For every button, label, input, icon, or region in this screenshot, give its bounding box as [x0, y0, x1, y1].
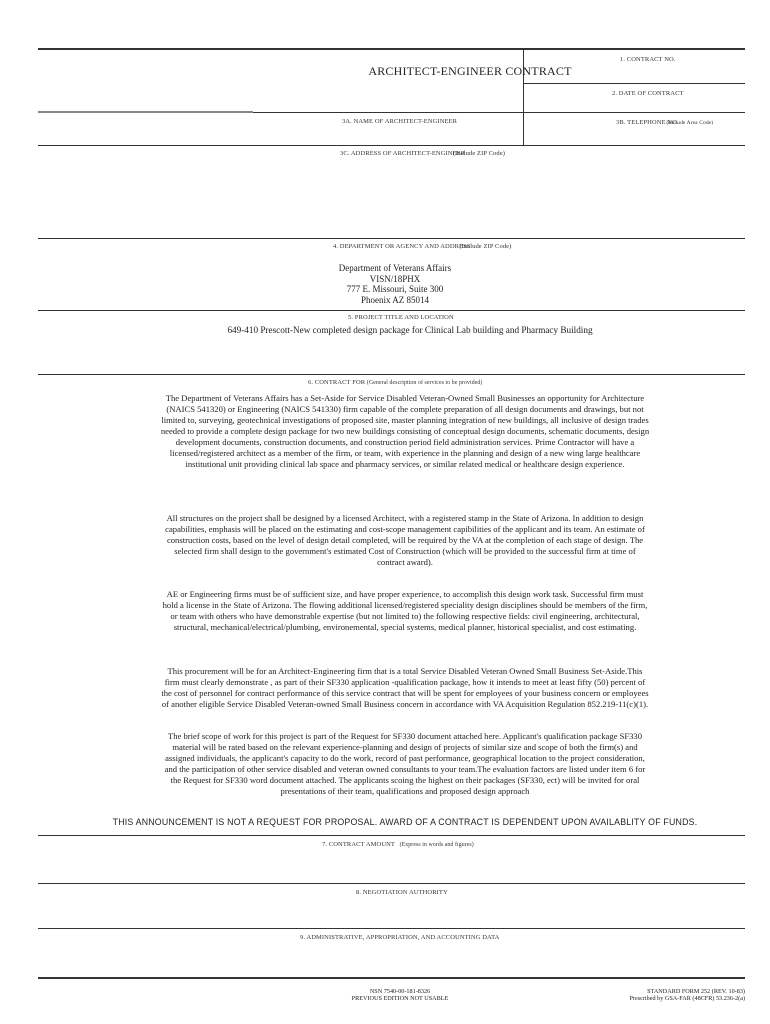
project-title-label: 5. PROJECT TITLE AND LOCATION — [348, 314, 454, 321]
contract-description-p4 — [160, 666, 650, 710]
rule-after-8 — [38, 928, 745, 929]
contract-description-p1 — [160, 393, 650, 470]
rule-after-6 — [38, 835, 745, 836]
contract-for-label-text: 6. CONTRACT FOR — [308, 379, 366, 386]
bottom-border — [38, 977, 745, 979]
form-title: ARCHITECT-ENGINEER CONTRACT — [368, 64, 572, 78]
contract-no-label: 1. CONTRACT NO. — [620, 56, 676, 63]
footer-prescribed-by: Prescribed by GSA-FAR (48CFR) 53.236-2(a) — [629, 995, 745, 1002]
agency-note: (Include ZIP Code) — [459, 243, 512, 250]
telephone-note: (Include Area Code) — [666, 120, 714, 126]
project-title-value: 649-410 Prescott-New completed design package for Clinical Lab building and Pharmacy Building — [227, 325, 593, 335]
telephone-label-text: 3B. TELEPHONE NO. — [616, 119, 679, 126]
accounting-data-label: 9. ADMINISTRATIVE, APPROPRIATION, AND ACCOUNTING DATA — [300, 934, 500, 941]
agency-line-3: 777 E. Missouri, Suite 300 — [346, 284, 444, 294]
contract-for-note: (General description of services to be provided) — [366, 380, 483, 386]
address-label-text: 3C. ADDRESS OF ARCHITECT-ENGINEER — [340, 150, 466, 157]
contract-amount-label-text: 7. CONTRACT AMOUNT — [322, 841, 395, 848]
agency-address-block — [300, 263, 490, 305]
rule-after-3a — [38, 145, 745, 146]
rule-after-5 — [38, 374, 745, 375]
footer-standard-form: STANDARD FORM 252 (REV. 10-83) — [647, 988, 745, 995]
left-artifact-line — [38, 111, 253, 113]
agency-line-4: Phoenix AZ 85014 — [360, 294, 429, 305]
footer-nsn: NSN 7540-00-181-8326 — [369, 988, 431, 995]
agency-label — [333, 243, 511, 250]
description-paragraph-3: AE or Engineering firms must be of sufficient size, and have proper experience, to accomplish this design work task. Successful firm must hold a license in the State of Arizona. The flowing additional licensed/registered speciality design disciplines should be members of the firm, or team with others who have demonstrable expertise (but not limited to) the following respective fields: civil engineering, architectural, structural, mechanical/electrical/plumbing, environemental, special systems, medical planner, historical specialist, and cost estimating. — [162, 589, 648, 632]
top-border — [38, 48, 745, 50]
contract-description-p3 — [160, 589, 650, 633]
description-paragraph-2: All structures on the project shall be designed by a licensed Architect, with a registered stamp in the State of Arizona. In addition to design capabilities, emphasis will be placed on the estimating and cost-scope management capibilities of the applicant and its team. An estimate of construction costs, based on the level of design detail completed, will be required by the VA at the completion of each stage of design. The selected firm shall design to the government's estimated Cost of Construction (which will be provided to the successful firm at time of contract award). — [165, 513, 645, 567]
contract-amount-label — [322, 841, 474, 848]
agency-line-1: Department of Veterans Affairs — [338, 263, 452, 273]
address-note: (Include ZIP Code) — [452, 150, 505, 157]
contract-description-p5 — [160, 731, 650, 797]
description-paragraph-5: The brief scope of work for this project is part of the Request for SF330 document attached here. Applicant's qualification package SF330 material will be rated based on the relevant experience-planning and design of projects of similar size and scope of both the firm(s) and assigned individuals, the applicant's capacity to do the work, record of past performance, geographical location to the project consideration, and the participation of other service disabled and veteran owned consultants to your team.The evaluation factors are listed under item 6 for the Request for SF330 word document attached. The applicants scoing the highest on their packages (SF330, ect) will be invited for oral presentations of their team, qualifications and proposed design approach — [164, 731, 646, 796]
description-paragraph-4: This procurement will be for an Architect-Engineering firm that is a total Service Disabled Veteran Owned Small Business Set-Aside.This firm must clearly demonstrate , as part of their SF330 application -qualification package, how it intends to meet at least fifty (50) percent of the cost of personnel for contract performance of this service contract that will be spent for employees of your business concern or employees of another eligible Service Disabled Veteran-owned Small Business concern in accordance with VA Acquisition Regulation 852.219-11(c)(1). — [161, 666, 649, 709]
date-of-contract-label: 2. DATE OF CONTRACT — [612, 90, 684, 97]
contract-amount-note: (Express in words and figures) — [399, 842, 474, 848]
footer-left — [300, 988, 500, 1002]
rule-after-7 — [38, 883, 745, 884]
telephone-label — [616, 119, 713, 126]
address-label — [340, 150, 505, 157]
rule-after-4 — [38, 310, 745, 311]
negotiation-authority-label: 8. NEGOTIATION AUTHORITY — [356, 889, 448, 896]
architect-name-label: 3A. NAME OF ARCHITECT-ENGINEER — [342, 118, 458, 125]
header-rule-1 — [523, 83, 745, 84]
description-paragraph-1: The Department of Veterans Affairs has a Set-Aside for Service Disabled Veteran-Owned Small Businesses an opportunity for Architecture (NAICS 541320) or Engineering (NAICS 541330) firm capable of the complete preparation of all design documents and drawings, but not limited to, surveying, geotechnical investigations of proposed site, master planning integration of new buildings, all inclusive of design trades needed to provide a complete design package for two new buildings consisting of conceptual design documents, schematic documents, design development documents, construction documents, and construction period field administration services. Prime Contractor will have a licensed/registered architect as a member of the firm, or team, with experience in the planning and design of a new wing large healthcare institutional unit providing clinical lab space and pharmacy services, or similar related medical or healthcare design experience. — [160, 393, 650, 469]
contract-for-label — [308, 379, 482, 386]
agency-line-2: VISN/18PHX — [369, 273, 421, 284]
footer-right — [560, 988, 745, 1002]
contract-description-p2 — [160, 513, 650, 568]
rule-after-3c — [38, 238, 745, 239]
funding-announcement: THIS ANNOUNCEMENT IS NOT A REQUEST FOR PROPOSAL. AWARD OF A CONTRACT IS DEPENDENT UPON AVAILABLITY OF FUNDS. — [112, 817, 698, 827]
agency-label-text: 4. DEPARTMENT OR AGENCY AND ADDRESS — [333, 243, 471, 250]
footer-previous-edition: PREVIOUS EDITION NOT USABLE — [351, 995, 449, 1002]
